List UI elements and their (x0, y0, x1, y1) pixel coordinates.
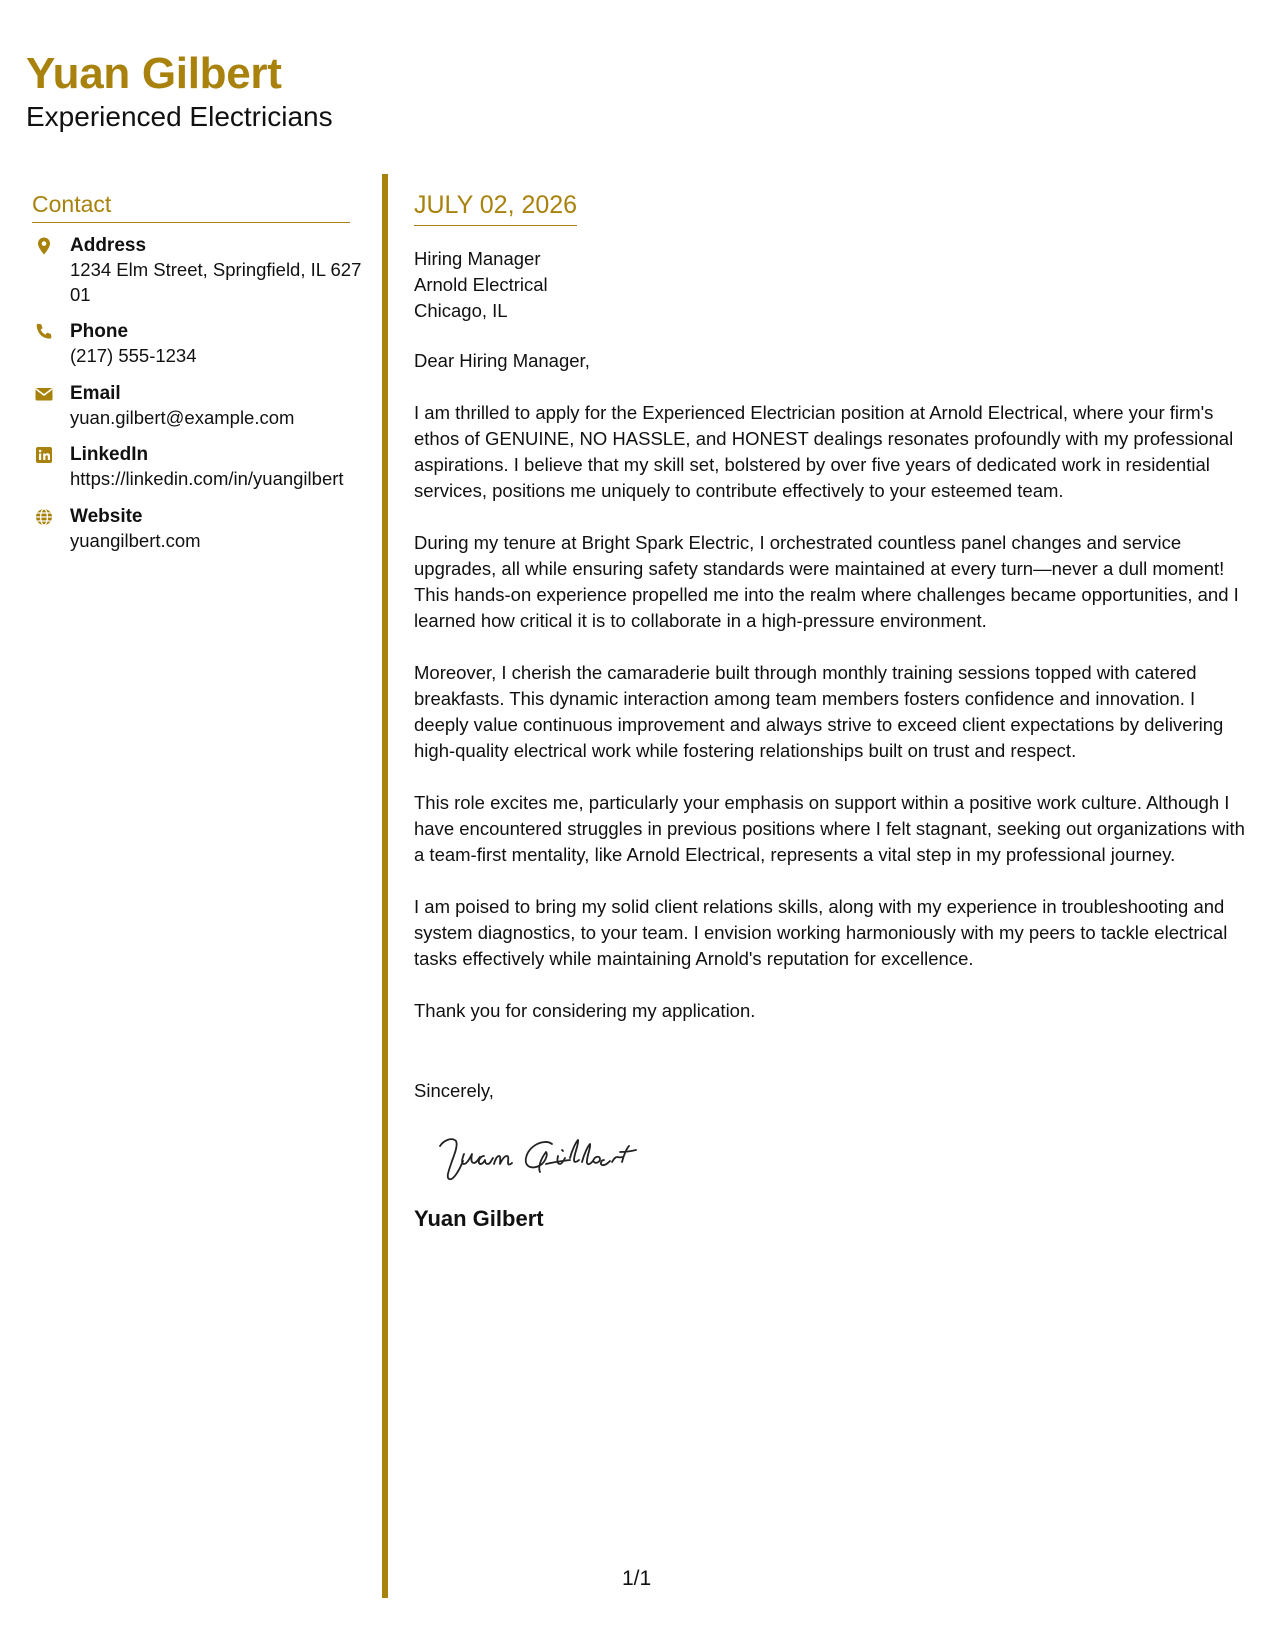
address-value: 1234 Elm Street, Springfield, IL 62701 (70, 259, 362, 305)
body-paragraph: During my tenure at Bright Spark Electric, I orchestrated countless panel changes and service upgrades, all while ensuring safety standards were maintained at every turn—never a dull moment! This hands-on experience propelled me into the realm where challenges became opportunities, and I learned how critical it is to collaborate in a high-pressure environment. (414, 532, 1239, 631)
recipient-line: Chicago, IL (414, 300, 508, 321)
envelope-icon (34, 384, 54, 404)
salutation: Dear Hiring Manager, (414, 350, 590, 371)
email-value: yuan.gilbert@example.com (70, 406, 295, 428)
recipient-line: Hiring Manager (414, 248, 541, 269)
letter-body (414, 190, 1254, 1233)
closing: Sincerely, (414, 1080, 494, 1101)
linkedin-icon (34, 445, 54, 465)
linkedin-value[interactable]: https://linkedin.com/in/yuangilbert (70, 468, 344, 489)
body-paragraph: Thank you for considering my application. (414, 1000, 756, 1021)
phone-icon (34, 322, 54, 342)
contact-item-website (32, 505, 362, 554)
recipient-block (414, 246, 1254, 324)
body-paragraph: Moreover, I cherish the camaraderie built through monthly training sessions topped with catered breakfasts. This dynamic interaction among team members fosters confidence and innovation. I deeply value continuous improvement and always strive to exceed client expectations by delivering high-quality electrical work while fostering relationships built on trust and respect. (414, 662, 1224, 761)
address-label: Address (70, 235, 147, 256)
contact-item-address (32, 234, 362, 307)
globe-icon (34, 507, 54, 527)
email-label: Email (70, 382, 121, 404)
letter-date: JULY 02, 2026 (414, 190, 577, 226)
contact-item-linkedin (32, 443, 362, 492)
contact-item-phone (32, 320, 362, 369)
body-paragraph: I am thrilled to apply for the Experienced Electrician position at Arnold Electrical, where your firm's ethos of GENUINE, NO HASSLE, and HONEST dealings resonates profoundly with my professional aspirations. I believe that my skill set, bolstered by over five years of dedicated work in residential services, positions me uniquely to contribute effectively to your esteemed team. (414, 402, 1234, 501)
applicant-title: Experienced Electricians (26, 101, 333, 132)
website-label: Website (70, 505, 143, 527)
contact-list (32, 234, 362, 566)
linkedin-label: LinkedIn (70, 444, 149, 465)
signer-name: Yuan Gilbert (414, 1206, 544, 1231)
phone-label: Phone (70, 321, 129, 342)
contact-heading: Contact (32, 190, 350, 223)
applicant-name: Yuan Gilbert (26, 49, 282, 98)
website-value[interactable]: yuangilbert.com (70, 529, 201, 551)
page-number: 1/1 (622, 1567, 652, 1590)
recipient-line: Arnold Electrical (414, 274, 548, 295)
contact-item-email (32, 382, 362, 431)
map-marker-icon (34, 236, 54, 256)
phone-value: (217) 555-1234 (70, 345, 197, 366)
body-paragraph: I am poised to bring my solid client relations skills, along with my experience in troubleshooting and system diagnostics, to your team. I envision working harmoniously with my peers to tackle electrical tasks effectively while maintaining Arnold's reputation for excellence. (414, 896, 1228, 969)
body-paragraph: This role excites me, particularly your emphasis on support within a positive work culture. Although I have encountered struggles in previous positions where I felt stagnant, seeking out organizations with a team-first mentality, like Arnold Electrical, represents a vital step in my professional journey. (414, 792, 1245, 865)
vertical-divider (382, 174, 388, 1598)
signature (434, 1124, 664, 1184)
